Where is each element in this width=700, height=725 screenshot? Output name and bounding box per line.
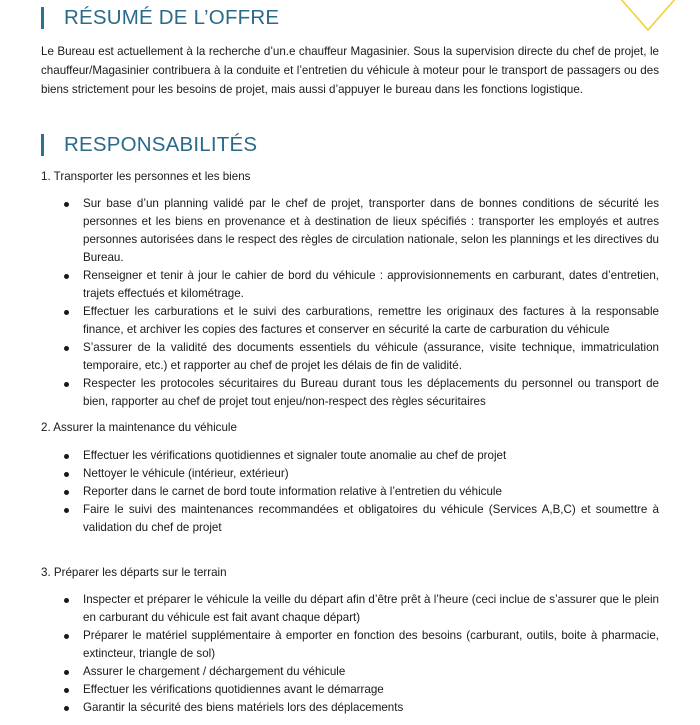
list-item: S’assurer de la validité des documents essentiels du véhicule (assurance, visite technique, immatriculation temporaire, etc.) et rapporter au chef de projet les délais de fin de validité. xyxy=(41,339,659,375)
section-heading-departures: 3. Préparer les départs sur le terrain xyxy=(41,566,227,579)
list-item: Garantir la sécurité des biens matériels lors des déplacements xyxy=(41,699,659,717)
section-heading-transport: 1. Transporter les personnes et les biens xyxy=(41,170,251,183)
list-item: Faire le suivi des maintenances recommandées et obligatoires du véhicule (Services A,B,C) et soumettre à validation du chef de projet xyxy=(41,501,659,537)
section-heading-maintenance: 2. Assurer la maintenance du véhicule xyxy=(41,421,237,434)
responsibilities-title: RESPONSABILITÉS xyxy=(64,133,258,156)
bullet-list-transport xyxy=(41,195,659,411)
list-item: Nettoyer le véhicule (intérieur, extérieur) xyxy=(41,465,659,483)
summary-heading xyxy=(41,6,279,30)
list-item: Inspecter et préparer le véhicule la veille du départ afin d’être prêt à l’heure (ceci inclue de s’assurer que le plein en carburant du véhicule est fait avant chaque départ) xyxy=(41,591,659,627)
corner-decoration xyxy=(618,0,678,34)
list-item: Reporter dans le carnet de bord toute information relative à l’entretien du véhicule xyxy=(41,483,659,501)
list-item: Effectuer les vérifications quotidiennes avant le démarrage xyxy=(41,681,659,699)
heading-accent-bar xyxy=(41,7,44,29)
heading-accent-bar xyxy=(41,134,44,156)
list-item: Sur base d’un planning validé par le chef de projet, transporter dans de bonnes conditions de sécurité les personnes et les biens en provenance et à destination de lieux spécifiés : transporter les employés et autres personnes autorisées dans le respect des règles de circulation nationale, selon les plannings et les directives du Bureau. xyxy=(41,195,659,267)
list-item: Respecter les protocoles sécuritaires du Bureau durant tous les déplacements du personnel ou transport de bien, rapporter au chef de projet tout enjeu/non-respect des règles sécuritaires xyxy=(41,375,659,411)
bullet-list-departures xyxy=(41,591,659,717)
list-item: Préparer le matériel supplémentaire à emporter en fonction des besoins (carburant, outils, boite à pharmacie, extincteur, triangle de sol) xyxy=(41,627,659,663)
list-item: Assurer le chargement / déchargement du véhicule xyxy=(41,663,659,681)
list-item: Effectuer les vérifications quotidiennes et signaler toute anomalie au chef de projet xyxy=(41,447,659,465)
summary-title: RÉSUMÉ DE L’OFFRE xyxy=(64,6,280,29)
list-item: Renseigner et tenir à jour le cahier de bord du véhicule : approvisionnements en carburant, dates d’entretien, trajets effectués et kilométrage. xyxy=(41,267,659,303)
summary-paragraph: Le Bureau est actuellement à la recherche d’un.e chauffeur Magasinier. Sous la supervision directe du chef de projet, le chauffeur/Magasinier contribuera à la conduite et l’entretien du véhicule à moteur pour le transport de passagers ou des biens strictement pour les besoins de projet, mais aussi d’appuyer le bureau dans les fonctions logistique. xyxy=(41,45,659,96)
list-item: Effectuer les carburations et le suivi des carburations, remettre les originaux des factures à la responsable finance, et archiver les copies des factures et conserver en sécurité la carte de carburation du véhicule xyxy=(41,303,659,339)
responsibilities-heading xyxy=(41,133,257,157)
bullet-list-maintenance xyxy=(41,447,659,537)
